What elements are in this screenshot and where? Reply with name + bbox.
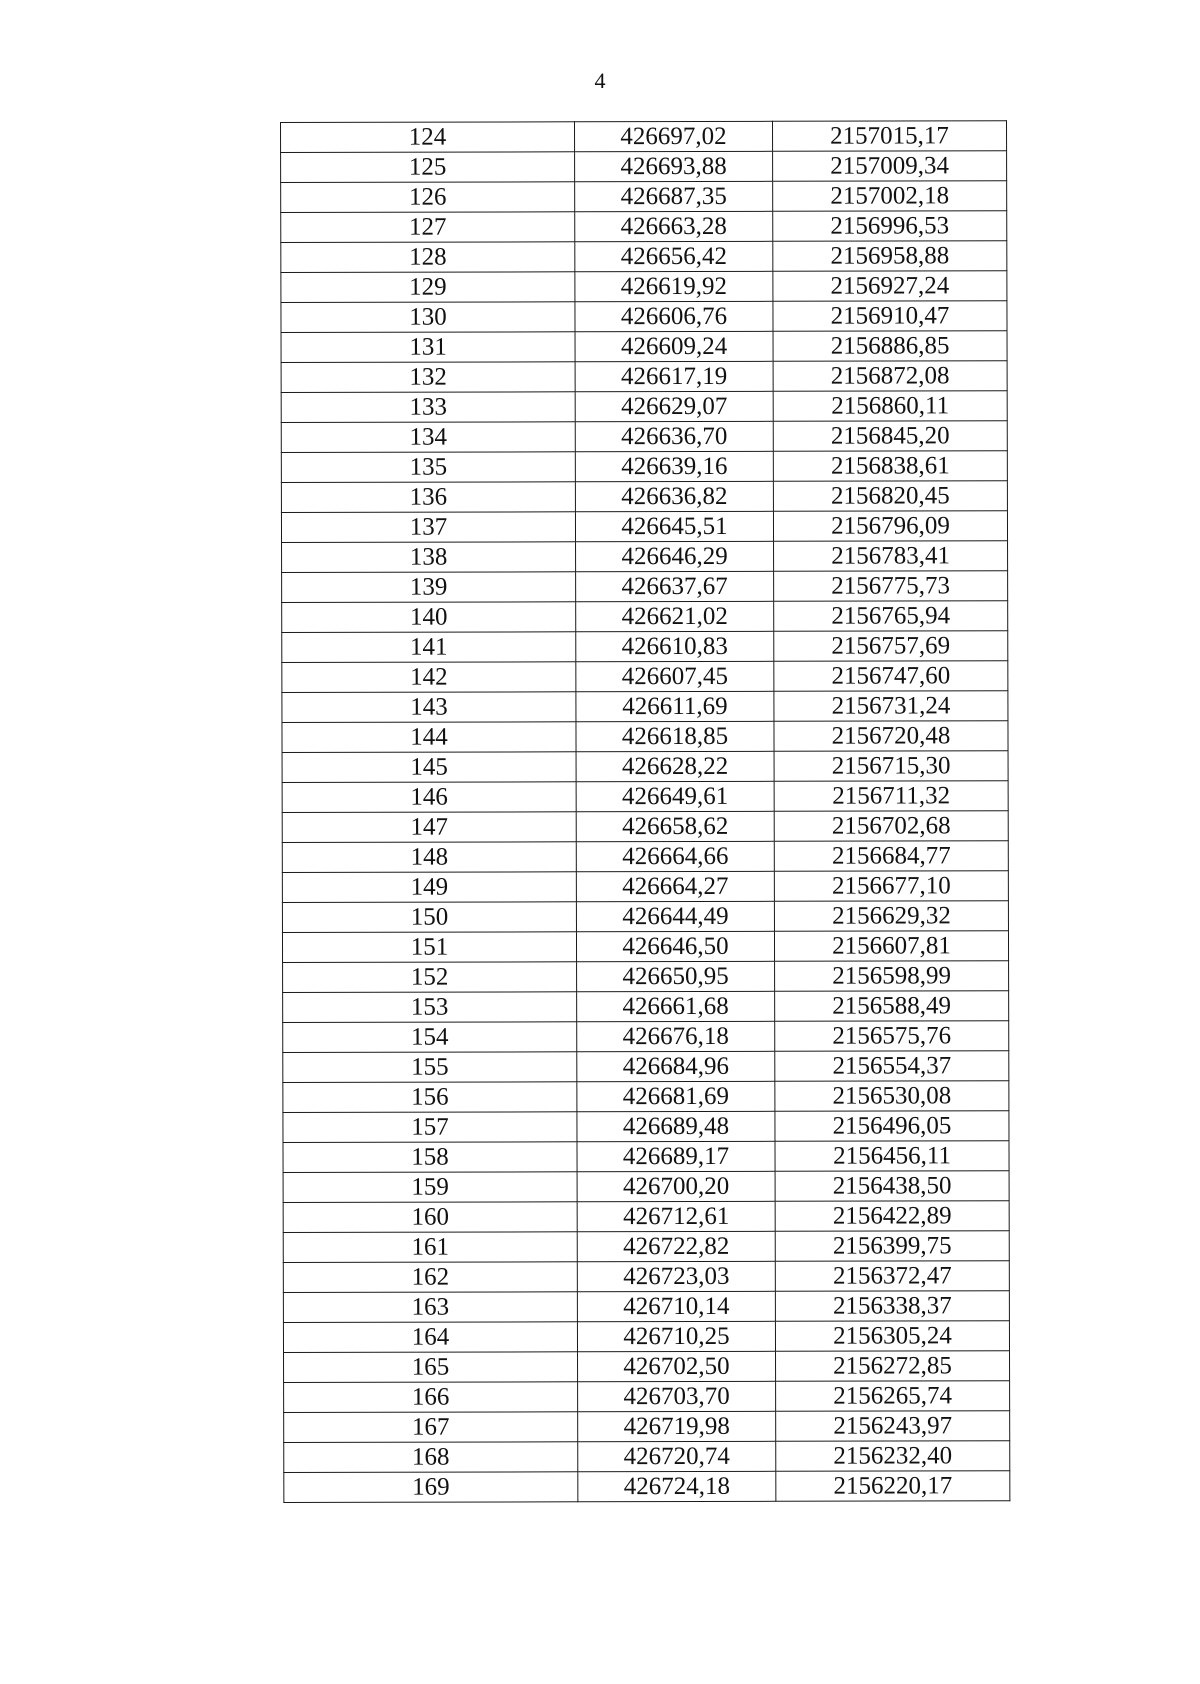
table-row (281, 391, 1007, 423)
x-coordinate-cell: 426618,85 (576, 721, 774, 751)
point-number-cell: 156 (283, 1082, 577, 1113)
x-coordinate-cell: 426676,18 (577, 1021, 775, 1051)
y-coordinate-cell: 2156372,47 (775, 1261, 1009, 1292)
y-coordinate-cell: 2156757,69 (774, 631, 1008, 662)
x-coordinate-cell: 426723,03 (577, 1261, 775, 1291)
y-coordinate-cell: 2156872,08 (773, 361, 1007, 392)
y-coordinate-cell: 2156838,61 (773, 451, 1007, 482)
table-row (282, 691, 1008, 723)
point-number-cell: 154 (283, 1022, 577, 1053)
point-number-cell: 151 (282, 932, 576, 963)
table-row (283, 1261, 1009, 1293)
y-coordinate-cell: 2156422,89 (775, 1201, 1009, 1232)
y-coordinate-cell: 2156629,32 (774, 901, 1008, 932)
x-coordinate-cell: 426610,83 (576, 631, 774, 661)
table-row (284, 1351, 1010, 1383)
point-number-cell: 138 (282, 542, 576, 573)
table-row (281, 421, 1007, 453)
x-coordinate-cell: 426712,61 (577, 1201, 775, 1231)
y-coordinate-cell: 2156399,75 (775, 1231, 1009, 1262)
coordinates-table-body (281, 121, 1010, 1503)
point-number-cell: 141 (282, 632, 576, 663)
point-number-cell: 136 (281, 482, 575, 513)
y-coordinate-cell: 2156677,10 (774, 871, 1008, 902)
table-row (281, 211, 1007, 243)
point-number-cell: 148 (282, 842, 576, 873)
y-coordinate-cell: 2156530,08 (775, 1081, 1009, 1112)
x-coordinate-cell: 426637,67 (576, 571, 774, 601)
x-coordinate-cell: 426684,96 (577, 1051, 775, 1081)
y-coordinate-cell: 2157002,18 (773, 181, 1007, 212)
table-row (282, 541, 1008, 573)
y-coordinate-cell: 2156720,48 (774, 721, 1008, 752)
point-number-cell: 165 (284, 1352, 578, 1383)
y-coordinate-cell: 2156232,40 (776, 1441, 1010, 1472)
x-coordinate-cell: 426664,27 (576, 871, 774, 901)
table-row (281, 271, 1007, 303)
point-number-cell: 142 (282, 662, 576, 693)
table-row (281, 361, 1007, 393)
table-row (283, 1321, 1009, 1353)
table-row (281, 181, 1007, 213)
point-number-cell: 127 (281, 212, 575, 243)
y-coordinate-cell: 2156783,41 (774, 541, 1008, 572)
y-coordinate-cell: 2156958,88 (773, 241, 1007, 272)
point-number-cell: 153 (283, 992, 577, 1023)
point-number-cell: 166 (284, 1382, 578, 1413)
x-coordinate-cell: 426646,29 (576, 541, 774, 571)
x-coordinate-cell: 426724,18 (578, 1471, 776, 1501)
x-coordinate-cell: 426645,51 (575, 511, 773, 541)
point-number-cell: 124 (281, 122, 575, 153)
table-row (282, 721, 1008, 753)
x-coordinate-cell: 426617,19 (575, 361, 773, 391)
x-coordinate-cell: 426719,98 (578, 1411, 776, 1441)
table-row (281, 331, 1007, 363)
x-coordinate-cell: 426650,95 (577, 961, 775, 991)
x-coordinate-cell: 426644,49 (576, 901, 774, 931)
y-coordinate-cell: 2156860,11 (773, 391, 1007, 422)
x-coordinate-cell: 426621,02 (576, 601, 774, 631)
table-row (281, 121, 1007, 153)
y-coordinate-cell: 2156438,50 (775, 1171, 1009, 1202)
page-number: 4 (594, 68, 606, 93)
table-row (282, 781, 1008, 813)
point-number-cell: 146 (282, 782, 576, 813)
point-number-cell: 152 (283, 962, 577, 993)
y-coordinate-cell: 2156607,81 (774, 931, 1008, 962)
x-coordinate-cell: 426663,28 (575, 211, 773, 241)
table-row (282, 931, 1008, 963)
x-coordinate-cell: 426656,42 (575, 241, 773, 271)
point-number-cell: 139 (282, 572, 576, 603)
point-number-cell: 131 (281, 332, 575, 363)
y-coordinate-cell: 2157009,34 (773, 151, 1007, 182)
x-coordinate-cell: 426649,61 (576, 781, 774, 811)
table-row (281, 481, 1007, 513)
table-row (283, 1171, 1009, 1203)
y-coordinate-cell: 2156927,24 (773, 271, 1007, 302)
point-number-cell: 160 (283, 1202, 577, 1233)
table-row (283, 1081, 1009, 1113)
point-number-cell: 157 (283, 1112, 577, 1143)
table-row (282, 661, 1008, 693)
y-coordinate-cell: 2156272,85 (776, 1351, 1010, 1382)
x-coordinate-cell: 426722,82 (577, 1231, 775, 1261)
y-coordinate-cell: 2156702,68 (774, 811, 1008, 842)
y-coordinate-cell: 2156910,47 (773, 301, 1007, 332)
point-number-cell: 143 (282, 692, 576, 723)
table-row (282, 751, 1008, 783)
point-number-cell: 126 (281, 182, 575, 213)
table-row (283, 1231, 1009, 1263)
x-coordinate-cell: 426658,62 (576, 811, 774, 841)
y-coordinate-cell: 2156575,76 (775, 1021, 1009, 1052)
table-row (281, 151, 1007, 183)
table-row (282, 631, 1008, 663)
table-row (283, 1111, 1009, 1143)
point-number-cell: 144 (282, 722, 576, 753)
x-coordinate-cell: 426606,76 (575, 301, 773, 331)
point-number-cell: 159 (283, 1172, 577, 1203)
point-number-cell: 169 (284, 1472, 578, 1503)
x-coordinate-cell: 426609,24 (575, 331, 773, 361)
x-coordinate-cell: 426611,69 (576, 691, 774, 721)
y-coordinate-cell: 2156243,97 (776, 1411, 1010, 1442)
point-number-cell: 128 (281, 242, 575, 273)
y-coordinate-cell: 2156775,73 (774, 571, 1008, 602)
table-row (284, 1441, 1010, 1473)
table-row (283, 1021, 1009, 1053)
y-coordinate-cell: 2156731,24 (774, 691, 1008, 722)
point-number-cell: 149 (282, 872, 576, 903)
point-number-cell: 125 (281, 152, 575, 183)
table-row (281, 301, 1007, 333)
x-coordinate-cell: 426689,17 (577, 1141, 775, 1171)
x-coordinate-cell: 426629,07 (575, 391, 773, 421)
point-number-cell: 158 (283, 1142, 577, 1173)
y-coordinate-cell: 2156711,32 (774, 781, 1008, 812)
point-number-cell: 135 (281, 452, 575, 483)
table-row (283, 961, 1009, 993)
point-number-cell: 145 (282, 752, 576, 783)
x-coordinate-cell: 426720,74 (578, 1441, 776, 1471)
point-number-cell: 140 (282, 602, 576, 633)
y-coordinate-cell: 2156747,60 (774, 661, 1008, 692)
table-row (284, 1471, 1010, 1503)
table-row (282, 601, 1008, 633)
x-coordinate-cell: 426697,02 (575, 121, 773, 151)
table-row (282, 901, 1008, 933)
y-coordinate-cell: 2156715,30 (774, 751, 1008, 782)
y-coordinate-cell: 2156338,37 (775, 1291, 1009, 1322)
table-row (284, 1411, 1010, 1443)
point-number-cell: 137 (281, 512, 575, 543)
point-number-cell: 130 (281, 302, 575, 333)
point-number-cell: 163 (283, 1292, 577, 1323)
point-number-cell: 133 (281, 392, 575, 423)
x-coordinate-cell: 426710,25 (577, 1321, 775, 1351)
table-row (281, 241, 1007, 273)
point-number-cell: 129 (281, 272, 575, 303)
y-coordinate-cell: 2156886,85 (773, 331, 1007, 362)
x-coordinate-cell: 426628,22 (576, 751, 774, 781)
y-coordinate-cell: 2156305,24 (775, 1321, 1009, 1352)
x-coordinate-cell: 426607,45 (576, 661, 774, 691)
point-number-cell: 147 (282, 812, 576, 843)
table-row (283, 1201, 1009, 1233)
x-coordinate-cell: 426661,68 (577, 991, 775, 1021)
x-coordinate-cell: 426619,92 (575, 271, 773, 301)
x-coordinate-cell: 426703,70 (578, 1381, 776, 1411)
y-coordinate-cell: 2156845,20 (773, 421, 1007, 452)
table-row (284, 1381, 1010, 1413)
point-number-cell: 155 (283, 1052, 577, 1083)
point-number-cell: 150 (282, 902, 576, 933)
x-coordinate-cell: 426681,69 (577, 1081, 775, 1111)
y-coordinate-cell: 2156220,17 (776, 1471, 1010, 1502)
point-number-cell: 162 (283, 1262, 577, 1293)
y-coordinate-cell: 2157015,17 (772, 121, 1006, 152)
x-coordinate-cell: 426646,50 (576, 931, 774, 961)
point-number-cell: 168 (284, 1442, 578, 1473)
point-number-cell: 167 (284, 1412, 578, 1443)
table-row (283, 1141, 1009, 1173)
y-coordinate-cell: 2156456,11 (775, 1141, 1009, 1172)
y-coordinate-cell: 2156598,99 (775, 961, 1009, 992)
y-coordinate-cell: 2156265,74 (776, 1381, 1010, 1412)
point-number-cell: 164 (283, 1322, 577, 1353)
coordinates-table (280, 120, 1010, 1503)
x-coordinate-cell: 426702,50 (578, 1351, 776, 1381)
y-coordinate-cell: 2156554,37 (775, 1051, 1009, 1082)
y-coordinate-cell: 2156684,77 (774, 841, 1008, 872)
x-coordinate-cell: 426689,48 (577, 1111, 775, 1141)
table-row (282, 871, 1008, 903)
x-coordinate-cell: 426636,82 (575, 481, 773, 511)
y-coordinate-cell: 2156496,05 (775, 1111, 1009, 1142)
x-coordinate-cell: 426700,20 (577, 1171, 775, 1201)
table-row (283, 991, 1009, 1023)
x-coordinate-cell: 426710,14 (577, 1291, 775, 1321)
x-coordinate-cell: 426693,88 (575, 151, 773, 181)
table-row (282, 841, 1008, 873)
y-coordinate-cell: 2156996,53 (773, 211, 1007, 242)
table-row (283, 1291, 1009, 1323)
x-coordinate-cell: 426639,16 (575, 451, 773, 481)
point-number-cell: 132 (281, 362, 575, 393)
table-row (281, 451, 1007, 483)
table-row (281, 511, 1007, 543)
table-row (283, 1051, 1009, 1083)
point-number-cell: 161 (283, 1232, 577, 1263)
table-row (282, 811, 1008, 843)
x-coordinate-cell: 426636,70 (575, 421, 773, 451)
y-coordinate-cell: 2156820,45 (773, 481, 1007, 512)
y-coordinate-cell: 2156588,49 (775, 991, 1009, 1022)
x-coordinate-cell: 426664,66 (576, 841, 774, 871)
y-coordinate-cell: 2156796,09 (773, 511, 1007, 542)
table-row (282, 571, 1008, 603)
y-coordinate-cell: 2156765,94 (774, 601, 1008, 632)
x-coordinate-cell: 426687,35 (575, 181, 773, 211)
point-number-cell: 134 (281, 422, 575, 453)
